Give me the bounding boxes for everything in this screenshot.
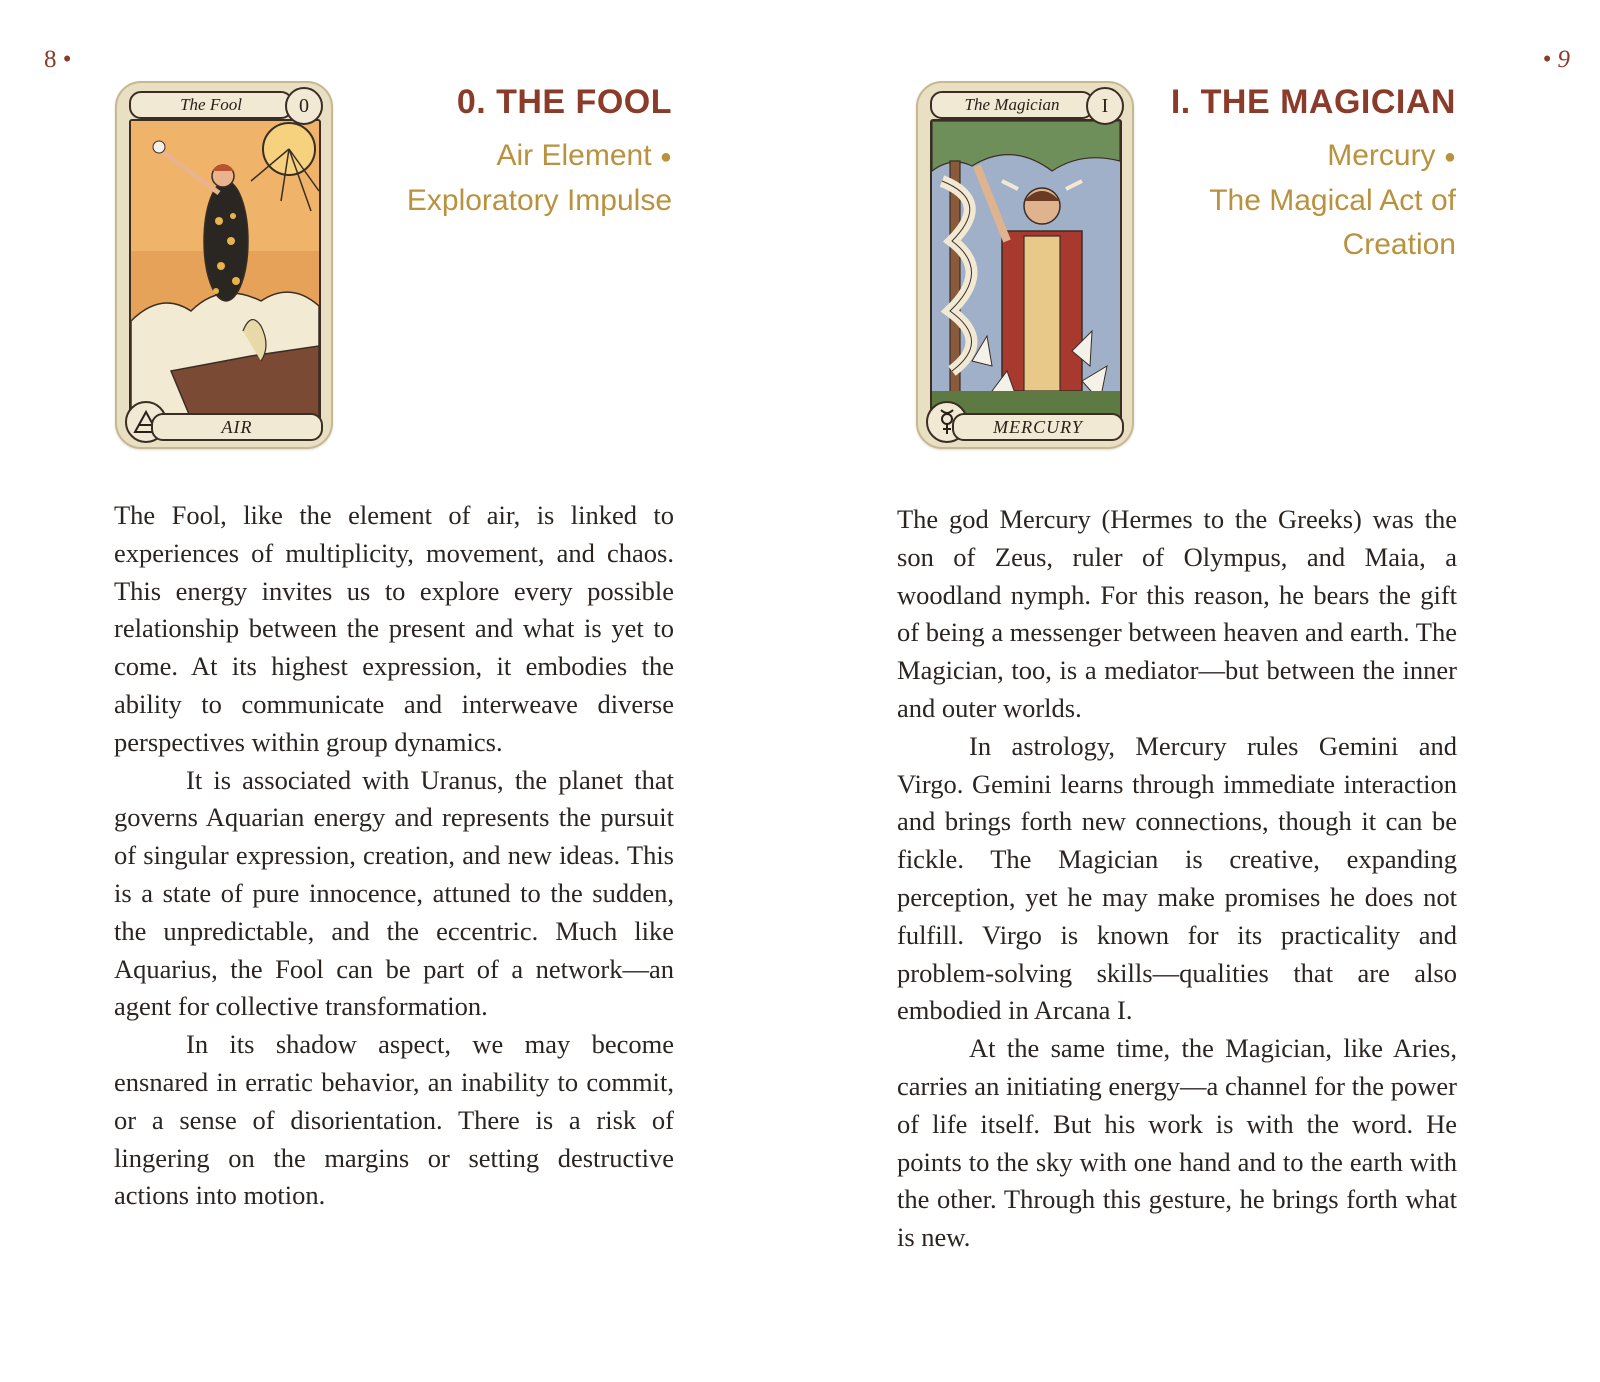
card-heading [1116, 82, 1456, 267]
card-illustration-fool [129, 119, 321, 421]
subtitle-line [1116, 134, 1456, 179]
page-number: 8 • [44, 46, 72, 73]
card-footer-label: MERCURY [952, 413, 1124, 441]
card-number-badge: I [1086, 87, 1124, 125]
paragraph: In astrology, Mercury rules Gemini and Virgo. Gemini learns through immediate interaction and brings forth new connections, though it can be fickle. The Magician is creative, expanding perception, yet he may make promises he does not fulfill. Virgo is known for its practicality and problem-solving skills—qualities that are also embodied in Arcana I. [897, 730, 1457, 1026]
subtitle-text: Mercury [1327, 139, 1436, 172]
bullet-icon: ● [1443, 146, 1456, 169]
body-text [114, 497, 674, 1215]
page-title: I. THE MAGICIAN [1170, 83, 1456, 121]
tarot-card-magician [916, 81, 1134, 449]
subtitle-line: Exploratory Impulse [406, 184, 672, 218]
paragraph: It is associated with Uranus, the planet that governs Aquarian energy and represents the pursuit of singular expression, creation, and new ideas. This is a state of pure innocence, attuned to the sudden, the unpredictable, and the eccentric. Much like Aquarius, the Fool can be part of a network—an agent for collective transformation. [114, 764, 674, 1022]
card-number-badge: 0 [285, 87, 323, 125]
tarot-card-fool [115, 81, 333, 449]
subtitle-line: Creation [1342, 228, 1456, 262]
card-illustration-magician [930, 119, 1122, 421]
paragraph: In its shadow aspect, we may become ensnared in erratic behavior, an inability to commit, or a sense of disorientation. There is a risk of lingering on the margins or setting destructive actions into motion. [114, 1029, 674, 1211]
subtitle-text: Air Element [496, 139, 652, 172]
card-heading [332, 82, 672, 223]
paragraph: The god Mercury (Hermes to the Greeks) was the son of Zeus, ruler of Olympus, and Maia, a woodland nymph. For this reason, he bears the gift of being a messenger between heaven and earth. The Magician, too, is a mediator—but between the inner and outer worlds. [897, 504, 1457, 723]
page-number: • 9 [1542, 46, 1570, 73]
bullet-icon: ● [659, 146, 672, 169]
page-title: 0. THE FOOL [456, 83, 672, 121]
body-text [897, 501, 1457, 1257]
subtitle-line: The Magical Act of [1209, 184, 1456, 218]
card-footer-label: AIR [151, 413, 323, 441]
subtitle-line [332, 134, 672, 179]
right-page [800, 0, 1600, 1382]
paragraph: At the same time, the Magician, like Aries, carries an initiating energy—a channel for the power of life itself. But his work is with the word. He points to the sky with one hand and to the earth with the other. Through this gesture, he brings forth what is new. [897, 1033, 1457, 1253]
card-title: The Fool [129, 91, 293, 119]
card-title: The Magician [930, 91, 1094, 119]
paragraph: The Fool, like the element of air, is linked to experiences of multiplicity, movement, and chaos. This energy invites us to explore every possible relationship between the present and what is yet to come. At its highest expression, it embodies the ability to communicate and interweave diverse perspectives within group dynamics. [114, 500, 674, 757]
